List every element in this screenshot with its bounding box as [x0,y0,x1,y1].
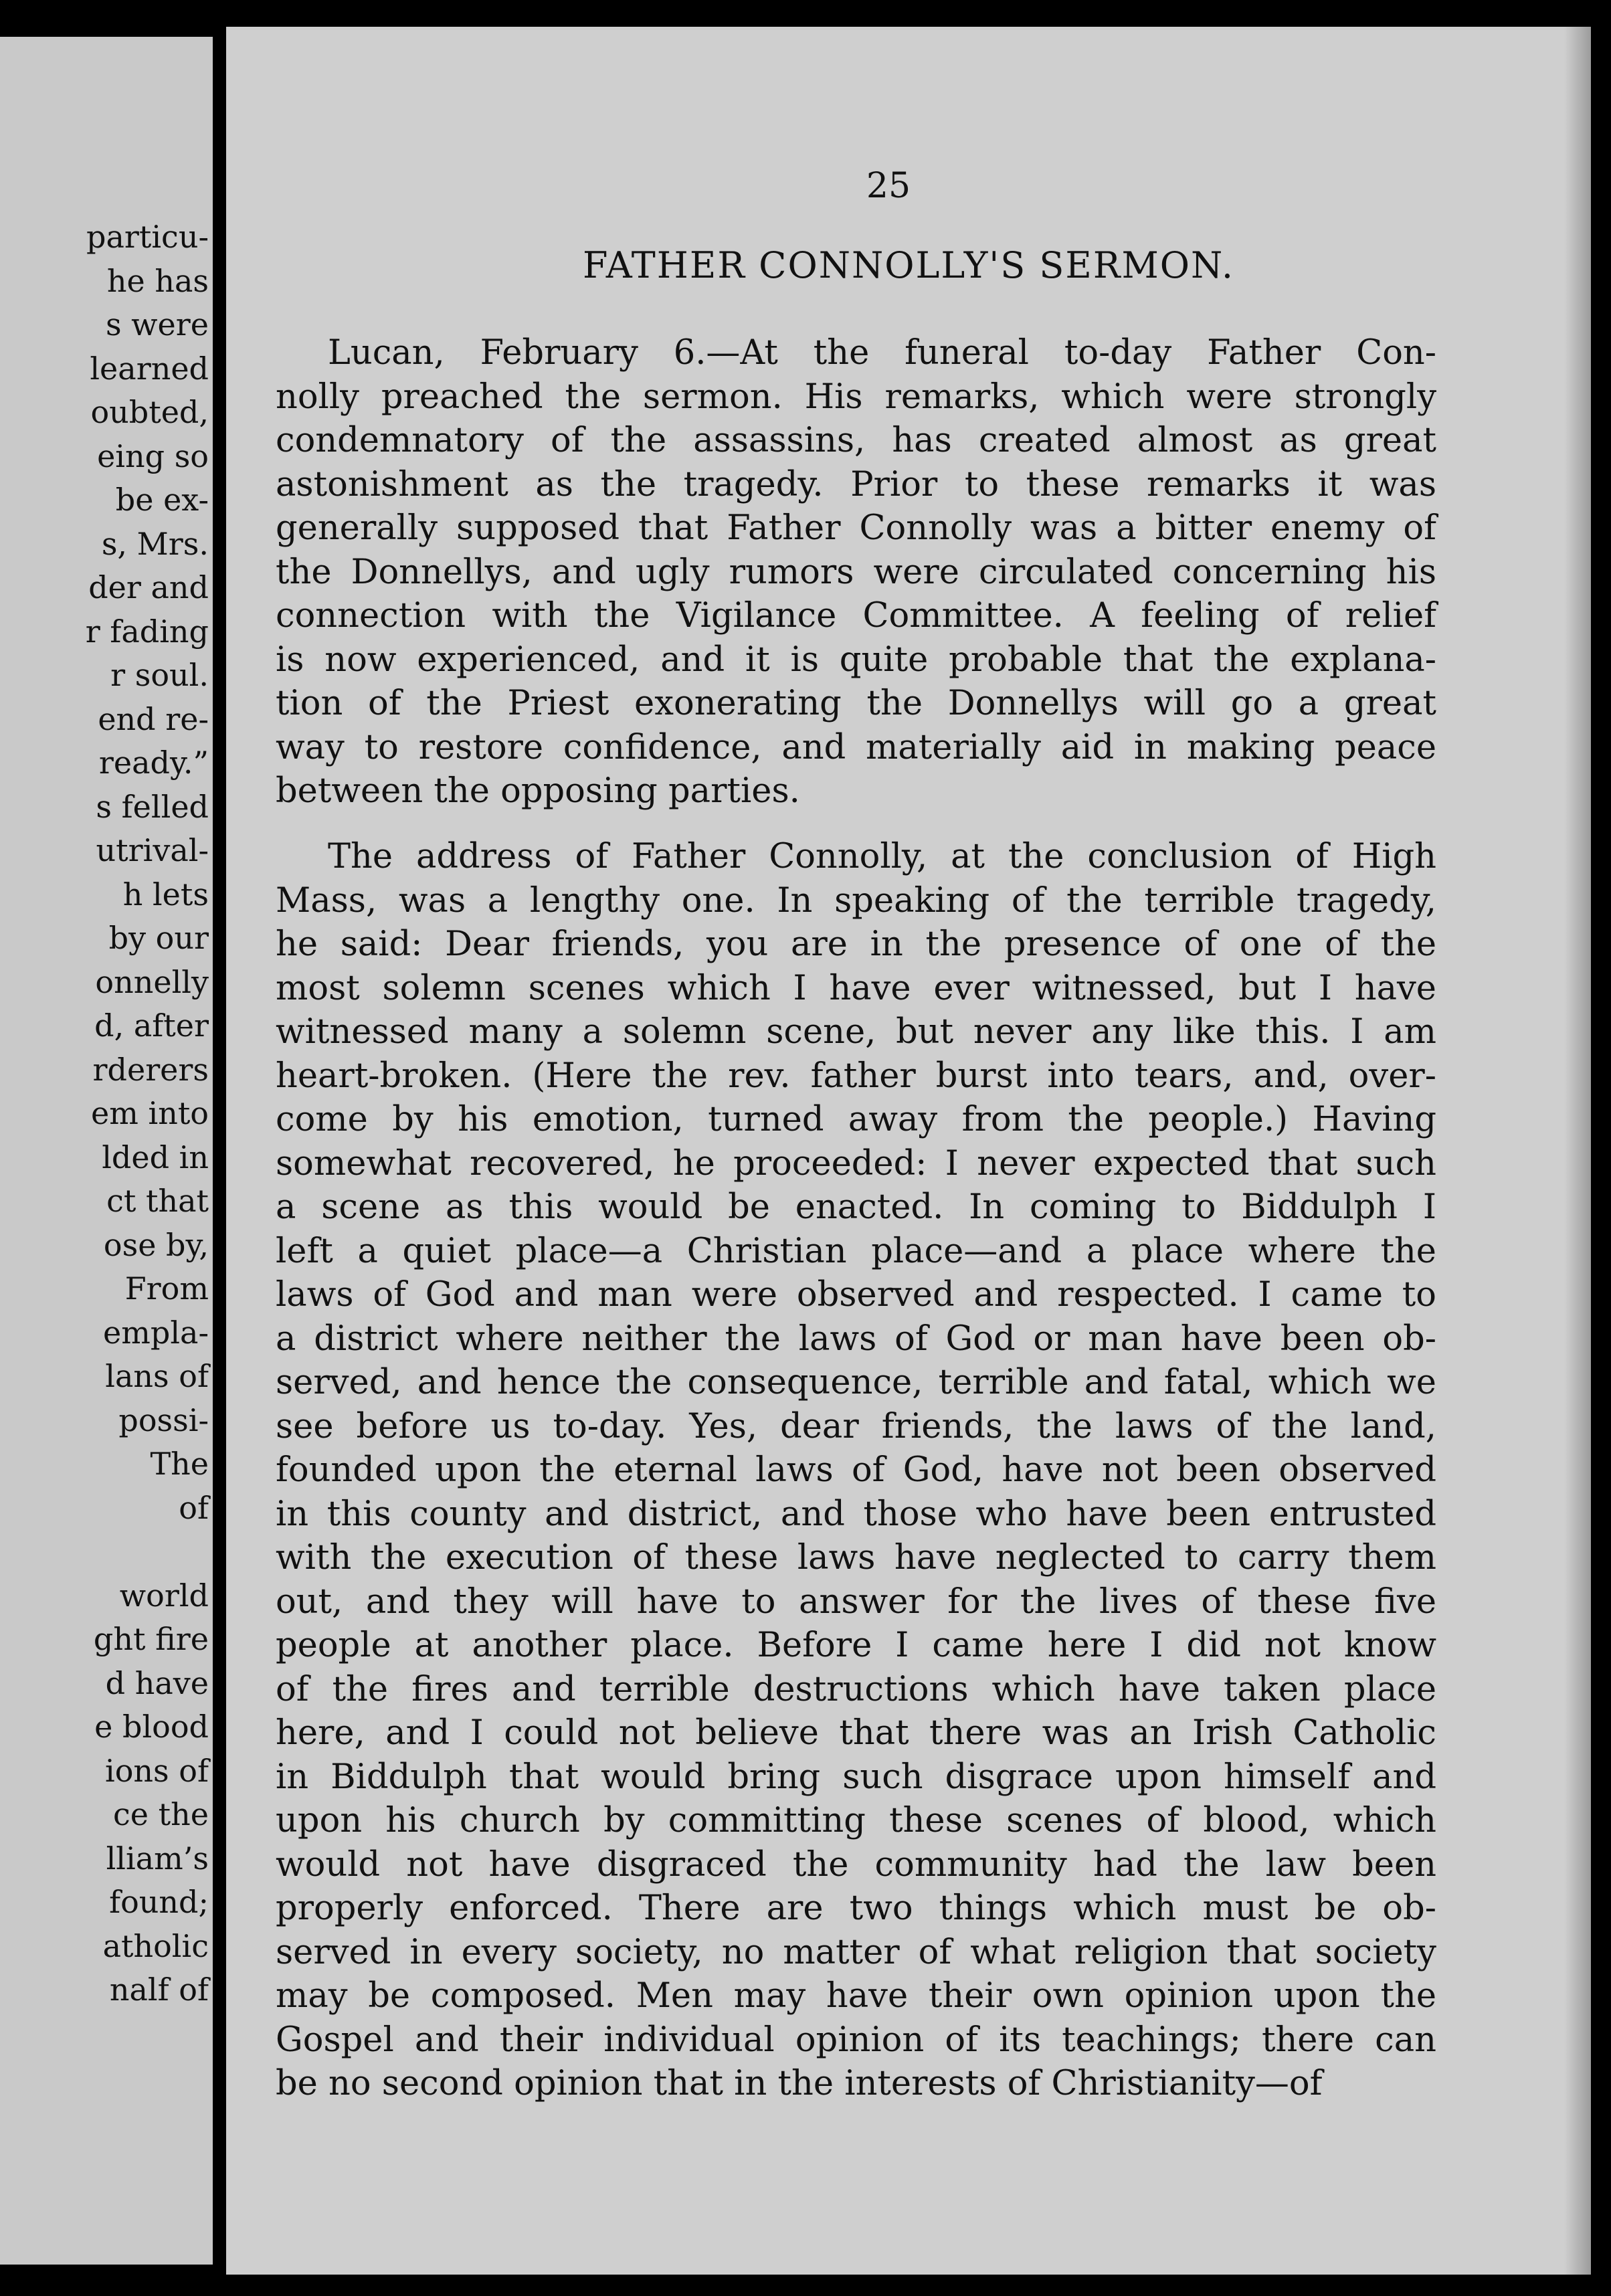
left-page-text [86,215,209,2012]
left-page-line: From [124,1270,209,1307]
text-line: way to restore confidence, and materially aid in making peace [276,727,1436,767]
text-line: a district where neither the laws of God or man have been ob- [276,1319,1436,1359]
text-line: astonishment as the tragedy. Prior to these remarks it was [276,464,1436,504]
left-page-line: em into [91,1095,209,1131]
left-page-line: by our [108,920,209,956]
left-page-line: der and [88,569,209,605]
left-page-line: be ex- [115,482,209,518]
left-page-line: ce the [113,1796,209,1832]
text-line: properly enforced. There are two things which must be ob- [276,1889,1436,1928]
text-line: upon his church by committing these scenes of blood, which [276,1801,1436,1840]
text-line: served, and hence the consequence, terrible and fatal, which we [276,1363,1436,1402]
text-line: founded upon the eternal laws of God, have not been observed [276,1450,1436,1490]
section-title: FATHER CONNOLLY'S SERMON. [582,244,1235,286]
text-line: is now experienced, and it is quite probable that the explana- [276,640,1436,680]
left-page-line: s felled [96,788,209,825]
left-page-line: d, after [94,1008,209,1044]
left-page-line: ght fire [93,1621,209,1657]
left-page-line: world [119,1577,209,1614]
left-page-line: lans of [105,1358,209,1394]
left-page-line: particu- [86,219,209,255]
page-number: 25 [866,166,911,206]
left-page-line: ions of [105,1752,209,1789]
left-page-line: The [150,1446,209,1482]
text-line: may be composed. Men may have their own opinion upon the [276,1976,1436,2016]
text-line: come by his emotion, turned away from the people.) Having [276,1100,1436,1139]
main-page [226,27,1591,2275]
left-page-line: e blood [94,1709,209,1745]
left-page-line: ct that [106,1183,209,1219]
left-page-line: learned [90,350,209,387]
left-page-line: ready.” [98,745,209,781]
left-page-line: he has [106,262,209,299]
text-line: between the opposing parties. [276,771,800,811]
left-page-line: r soul. [110,657,209,693]
text-line: with the execution of these laws have neglected to carry them [276,1538,1436,1577]
text-line: in this county and district, and those who have been entrusted [276,1494,1436,1534]
text-line: most solemn scenes which I have ever witnessed, but I have [276,968,1436,1008]
text-line: Mass, was a lengthy one. In speaking of the terrible tragedy, [276,880,1436,921]
left-page-line: lded in [102,1139,209,1175]
text-line: the Donnellys, and ugly rumors were circulated concerning his [276,552,1436,592]
text-line: people at another place. Before I came here I did not know [276,1626,1436,1665]
text-line: tion of the Priest exonerating the Donnellys will go a great [276,684,1436,723]
text-line: he said: Dear friends, you are in the presence of one of the [276,925,1436,964]
left-page-line: h lets [122,876,209,913]
text-line: left a quiet place—a Christian place—and a place where the [276,1231,1436,1271]
left-page-line: possi- [118,1402,209,1438]
text-line: in Biddulph that would bring such disgrace upon himself and [276,1757,1436,1797]
left-page-line: r fading [85,613,209,650]
left-page-line: utrival- [96,832,209,868]
text-line: served in every society, no matter of what religion that society [276,1932,1436,1972]
left-facing-page [0,37,213,2265]
text-line: a scene as this would be enacted. In coming to Biddulph I [276,1187,1436,1227]
text-line: would not have disgraced the community had the law been [276,1844,1436,1885]
text-line: heart-broken. (Here the rev. father burst into tears, and, over- [276,1056,1436,1096]
text-line: out, and they will have to answer for the lives of these five [276,1582,1436,1622]
text-line: laws of God and man were observed and respected. I came to [276,1275,1436,1315]
text-line: witnessed many a solemn scene, but never any like this. I am [276,1012,1436,1052]
text-line: generally supposed that Father Connolly was a bitter enemy of [276,508,1436,548]
left-page-line [86,1530,209,1574]
left-page-line: s were [105,306,209,343]
left-page-line: ose by, [103,1226,209,1263]
text-line: Lucan, February 6.—At the funeral to-day Father Con- [328,333,1436,373]
text-line: see before us to-day. Yes, dear friends, the laws of the land, [276,1406,1436,1446]
left-page-line: onnelly [95,963,209,1000]
left-page-line: empla- [103,1314,209,1351]
scan-border [0,2275,1611,2296]
left-page-line: rderers [92,1051,209,1088]
text-line: of the fires and terrible destructions which have taken place [276,1669,1436,1709]
left-page-line: found; [109,1884,209,1920]
text-line: condemnatory of the assassins, has created almost as great [276,421,1436,460]
left-page-line: end re- [98,700,209,737]
left-page-line: lliam’s [106,1840,209,1877]
book-gutter [213,0,226,2296]
left-page-line: of [179,1489,209,1526]
text-line: nolly preached the sermon. His remarks, which were strongly [276,377,1436,417]
text-line: somewhat recovered, he proceeded: I never expected that such [276,1143,1436,1183]
text-line: here, and I could not believe that there was an Irish Catholic [276,1713,1436,1753]
text-line: connection with the Vigilance Committee. A feeling of relief [276,596,1436,636]
paragraph-2 [276,835,1436,2106]
left-page-line: d have [105,1664,209,1701]
paragraph-1 [276,331,1436,814]
text-line: be no second opinion that in the interests of Christianity—of [276,2064,1323,2103]
left-page-line: atholic [102,1927,209,1964]
left-page-line: s, Mrs. [101,525,209,562]
left-page-line: nalf of [109,1972,209,2008]
text-line: Gospel and their individual opinion of its teachings; there can [276,2020,1436,2060]
left-page-line: oubted, [90,394,209,430]
left-page-line: eing so [97,438,209,474]
text-line: The address of Father Connolly, at the conclusion of High [328,837,1436,876]
